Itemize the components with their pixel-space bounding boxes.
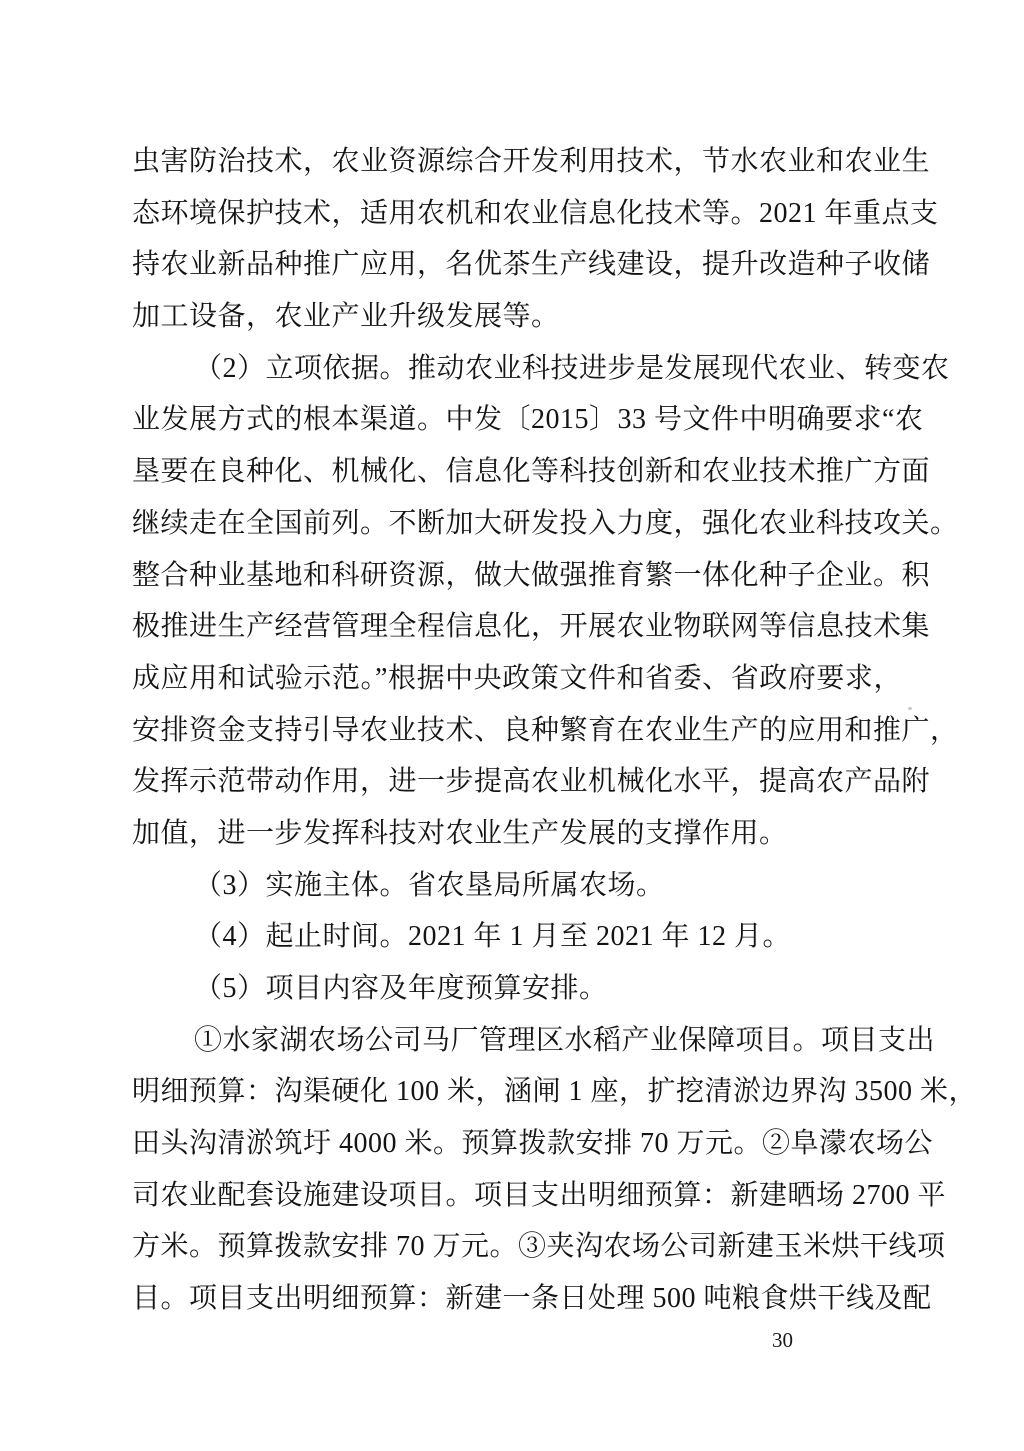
text-line: 业发展方式的根本渠道。中发〔2015〕33 号文件中明确要求“农 [132,404,924,436]
text-line: 虫害防治技术，农业资源综合开发利用技术，节水农业和农业生 [132,146,931,177]
text-line: 继续走在全国前列。不断加大研发投入力度，强化农业科技攻关。 [132,507,959,539]
text-line: 目。项目支出明细预算：新建一条日处理 500 吨粮食烘干线及配 [132,1283,932,1315]
text-line: 加工设备，农业产业升级发展等。 [132,301,560,333]
text-line: 极推进生产经营管理全程信息化，开展农业物联网等信息技术集 [132,611,931,643]
text-line: 发挥示范带动作用，进一步提高农业机械化水平，提高农产品附 [132,766,931,798]
text-line: 司农业配套设施建设项目。项目支出明细预算：新建晒场 2700 平 [132,1179,947,1211]
text-line: ①水家湖农场公司马厂管理区水稻产业保障项目。项目支出 [194,1024,936,1056]
text-line: （3）实施主体。省农垦局所属农场。 [194,869,665,901]
document-body [132,136,978,1325]
text-line: （4）起止时间。2021 年 1 月至 2021 年 12 月。 [194,921,792,953]
text-line: 安排资金支持引导农业技术、良种繁育在农业生产的应用和推广， [132,714,959,746]
text-line: （5）项目内容及年度预算安排。 [194,973,608,1004]
text-line: 成应用和试验示范。”根据中央政策文件和省委、省政府要求， [132,662,902,694]
text-line: 持农业新品种推广应用，名优茶生产线建设，提升改造种子收储 [132,249,931,281]
text-line: 整合种业基地和科研资源，做大做强推育繁一体化种子企业。积 [132,559,931,591]
text-line: 垦要在良种化、机械化、信息化等科技创新和农业技术推广方面 [132,456,931,488]
text-line: 田头沟清淤筑圩 4000 米。预算拨款安排 70 万元。②阜濛农场公 [132,1128,934,1160]
text-line: 方米。预算拨款安排 70 万元。③夹沟农场公司新建玉米烘干线项 [132,1231,946,1263]
text-line: 加值，进一步发挥科技对农业生产发展的支撑作用。 [132,817,788,849]
text-line: 明细预算：沟渠硬化 100 米，涵闸 1 座，扩挖清淤边界沟 3500 米， [132,1076,978,1108]
text-line: （2）立项依据。推动农业科技进步是发展现代农业、转变农 [194,352,950,384]
page-number: 30 [772,1328,793,1352]
text-line: 态环境保护技术，适用农机和农业信息化技术等。2021 年重点支 [132,197,939,229]
scan-speck [908,707,912,710]
